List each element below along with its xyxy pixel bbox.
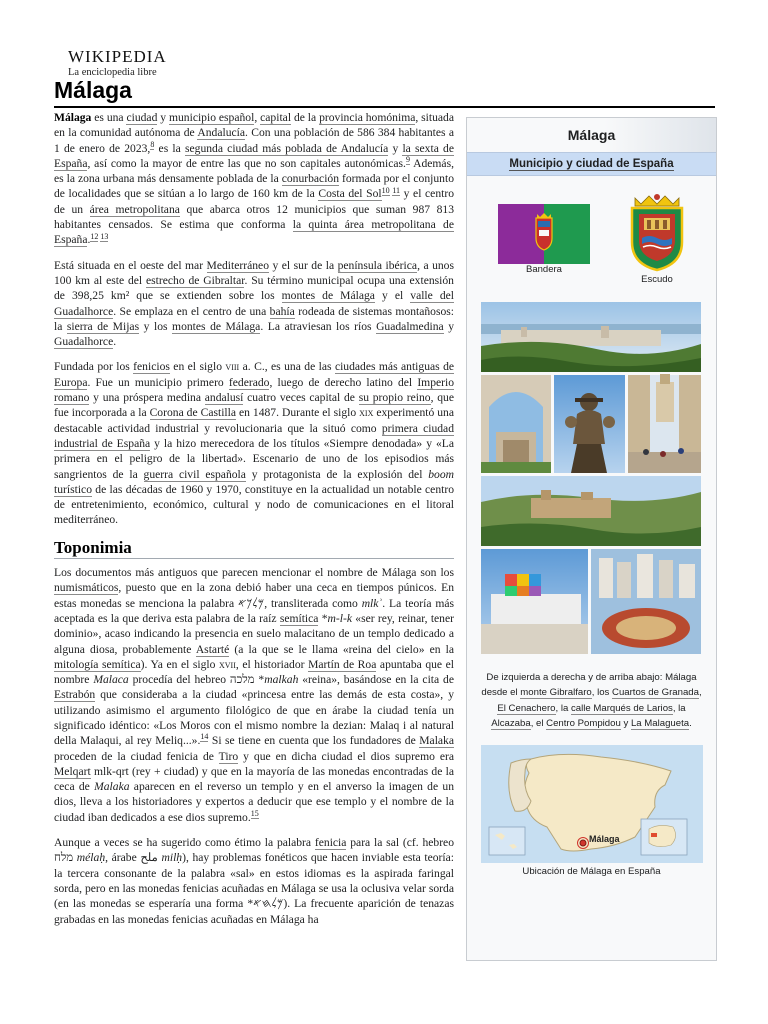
text: , así como la mayor de entre las que no son capitales autonómicas. <box>87 156 406 170</box>
text: . Su término municipal ocupa una extensión de 398,25 km² que se extienden sobre los <box>54 273 454 303</box>
italic-term: Malaca <box>93 673 129 687</box>
text: «reina», basándose en la cita de <box>298 673 454 687</box>
text: Además, es la zona urbana más densamente poblada de la <box>54 156 454 186</box>
text: y la hizo merecedora de los títulos «Siempre denodada» y «La primera en el peligro de la libertad». Escenario de uno de los episodios más sangrientos de la <box>54 436 454 481</box>
link[interactable]: Tiro <box>218 749 239 763</box>
toponimia-paragraph-2 <box>54 835 454 927</box>
link[interactable]: andalusí <box>204 391 244 405</box>
text: que consideraba a la ciudad «princesa entre las demás de esta costa», y utilizando asimismo el argumento filológico de que en árabe la ciudad tenía un significado idéntico: «Los Moros con el mismo nombre la dezian: Malaq i al natural della Malaqui, al rey Meliq...». <box>54 688 454 748</box>
text: procedía del hebreo מלכה * <box>128 673 265 687</box>
page-title: Málaga <box>54 77 132 103</box>
text: . La teoría más aceptada es la que deriva esta palabra de la raíz <box>54 596 454 625</box>
link[interactable]: ciudades más antiguas de Europa <box>54 360 455 389</box>
text: Está situada en el oeste del mar <box>54 258 207 272</box>
alcazaba-photo <box>481 476 701 546</box>
text: , que fue incorporada a la <box>54 391 454 420</box>
citation-link[interactable]: 11 <box>392 185 401 195</box>
link[interactable]: primera ciudad industrial de España <box>54 421 454 450</box>
italic-term: Malaka <box>94 780 130 794</box>
link[interactable]: mitología semítica <box>54 657 141 671</box>
link[interactable]: numismáticos <box>54 581 119 595</box>
italic-term: mélaḥ <box>76 851 106 865</box>
text: de la <box>291 111 320 124</box>
montage-caption <box>477 670 706 732</box>
century-numeral: xvii <box>218 657 236 671</box>
link[interactable]: su propio reino <box>358 391 431 405</box>
link[interactable]: Cuartos de Granada <box>612 687 699 699</box>
link[interactable]: Guadalhorce <box>54 335 114 349</box>
text: mlk-qrt (rey + ciudad) y que en la mayoría de las monedas encontradas de la ceca de <box>54 764 454 794</box>
cuartos-de-granada-photo <box>481 375 551 473</box>
text: experimentó una destacable actividad industrial y revolucionaria que la situó como <box>54 406 455 435</box>
text: ), hay problemas fonéticos que hacen inviable esta teoría: la tercera consonante de la palabra «sal» en estos idiomas es la aspirada faringal sorda, pero en las monedas fenicias acuñadas en Málaga se usa la oclusiva velar sorda (en las monedas se esperaría una forma * <box>54 851 454 911</box>
el-cenachero-photo <box>554 375 625 473</box>
section-heading-toponimia: Toponimia <box>54 540 454 559</box>
text: es la <box>154 141 185 155</box>
link[interactable]: capital <box>260 111 292 124</box>
text: y <box>620 718 631 730</box>
text: , <box>698 687 702 699</box>
flag-caption[interactable]: Bandera <box>526 264 562 275</box>
infobox <box>466 117 717 961</box>
link[interactable]: montes de Málaga <box>172 319 261 333</box>
link[interactable]: Guadalmedina <box>376 319 444 333</box>
text: , el <box>530 718 547 730</box>
link[interactable]: La Malagueta <box>630 718 690 730</box>
link[interactable]: fenicios <box>133 360 170 374</box>
text: ). La frecuente aparición de tenazas grabadas en las monedas fenicias acuñadas en Málaga ha <box>54 897 454 926</box>
text: y el centro de un <box>54 187 454 216</box>
text: . La atraviesan los ríos <box>260 319 377 333</box>
link[interactable]: municipio español <box>168 111 255 124</box>
link[interactable]: monte Gibralfaro <box>520 687 592 699</box>
text: en el siglo <box>169 360 226 374</box>
infobox-subtitle[interactable] <box>467 152 716 176</box>
link[interactable]: área metropolitana <box>89 202 180 216</box>
text: , el historiador <box>235 657 309 671</box>
citation-link[interactable]: 9 <box>405 155 410 165</box>
link[interactable]: provincia homónima <box>319 111 416 124</box>
italic-term: m-l-k <box>327 611 352 625</box>
text: . Con una población de 586 384 habitantes a 1 de enero de 2023, <box>54 126 454 155</box>
text: . Fue un municipio primero <box>87 375 229 389</box>
link[interactable]: conurbación <box>281 172 340 186</box>
text: apuntaba que el nombre <box>54 657 454 687</box>
text: . Se emplaza en el centro de una <box>113 304 270 318</box>
text: para la sal (cf. hebreo מלח <box>54 836 454 865</box>
link[interactable]: bahía <box>269 304 295 318</box>
century-numeral: viii <box>225 360 240 374</box>
infobox-title: Málaga <box>467 118 716 152</box>
link[interactable]: El Cenachero <box>497 702 556 714</box>
text: , situada en la comunidad autónoma de <box>54 111 455 140</box>
text: aparecen en el reverso un templo y en el anverso la imagen de un dios, lleva a los historiadores y expertos a deducir que ese templo y el nombre de la ciudad iban dedicados a ese dios supremo. <box>54 780 454 824</box>
title-divider <box>54 106 715 108</box>
wikipedia-logo[interactable] <box>68 48 168 79</box>
text: ). Ya en el siglo <box>140 657 219 671</box>
text: , puesto que en la zona debió haber una ceca en tiempos púnicos. En estas monedas se menciona la palabra <box>54 581 454 610</box>
link[interactable]: valle del Guadalhorce <box>54 289 455 318</box>
text: , la <box>555 702 571 714</box>
text: , la <box>672 702 686 714</box>
coat-of-arms-image[interactable] <box>627 192 687 274</box>
link[interactable]: Estrabón <box>54 688 96 702</box>
link[interactable]: guerra civil española <box>143 467 246 481</box>
link[interactable]: Martín de Roa <box>308 657 377 671</box>
text: * <box>318 611 328 625</box>
gibralfaro-panorama <box>481 302 701 372</box>
text: y una próspera medina <box>89 391 205 405</box>
logo-tagline: La enciclopedia libre <box>68 67 157 78</box>
text: y <box>388 141 403 155</box>
infobox-subtitle-link[interactable]: Municipio y ciudad de España <box>509 158 674 170</box>
text: «ser rey, reinar, tener dominio», acaso indicando la presencia en suelo malacitano de un templo dedicado a alguna diosa, probablemente <box>54 611 454 656</box>
text: . <box>689 718 692 730</box>
city-montage-image[interactable] <box>481 302 701 654</box>
citation-link[interactable]: 12 <box>90 231 99 241</box>
link[interactable]: fenicia <box>314 836 347 850</box>
text: de las décadas de 1960 y 1970, constituye en la actualidad un notable centro de entretenimiento, económico, cultural y nodo de comunicaciones en el litoral mediterráneo. <box>54 482 454 527</box>
italic-term: milḥ <box>161 851 183 865</box>
text: Si se tiene en cuenta que los fundadores de <box>208 734 420 748</box>
intro-paragraph-3 <box>54 359 454 527</box>
map-caption: Ubicación de Málaga en España <box>522 866 661 877</box>
citation-link[interactable]: 13 <box>100 231 109 241</box>
text: , a unos 100 km al este del <box>54 258 454 287</box>
link[interactable]: montes de Málaga <box>281 289 375 303</box>
text: cuatro veces capital de <box>243 391 359 405</box>
map-city-label: Málaga <box>589 834 620 844</box>
text: De izquierda a derecha y de arriba abajo: Málaga desde el <box>481 672 697 699</box>
link[interactable]: segunda ciudad más poblada de Andalucía <box>184 141 389 155</box>
toponimia-paragraph-1 <box>54 565 454 825</box>
link[interactable]: ciudad <box>126 111 158 124</box>
link[interactable]: turístico <box>54 482 92 496</box>
link[interactable]: Centro Pompidou <box>546 718 621 730</box>
link[interactable]: federado <box>228 375 270 389</box>
link[interactable]: estrecho de Gibraltar <box>146 273 245 287</box>
century-numeral: xix <box>359 406 374 420</box>
text: , luego de derecho latino del <box>269 375 418 389</box>
text: y <box>443 319 455 333</box>
intro-paragraph-2 <box>54 258 454 350</box>
text: y <box>157 111 169 124</box>
phoenician-script: 𐤌𐤋𐤇𐤀 <box>253 897 284 911</box>
text: que abarca otros 12 municipios que suman 987 813 habitantes censados. Se estima que conforma <box>54 202 454 232</box>
text: Fundada por los <box>54 360 134 374</box>
text: , transliterada como <box>264 596 362 610</box>
article-body <box>54 110 454 937</box>
text: Los documentos más antiguos que parecen mencionar el nombre de Málaga son los <box>54 566 454 580</box>
text: , árabe ملح <box>105 851 162 865</box>
text: . <box>87 233 91 247</box>
text: y el sur de la <box>269 258 338 272</box>
link[interactable]: la sexta de España <box>54 141 454 170</box>
bold-term: Málaga <box>54 111 92 124</box>
citation-link[interactable]: 10 <box>381 185 390 195</box>
link[interactable]: Melqart <box>54 764 91 778</box>
text: proceden de la ciudad fenicia de <box>54 749 219 763</box>
text: y el <box>374 289 411 303</box>
text: (a la que se le llama «reina del cielo» en la <box>229 642 454 656</box>
location-map-image[interactable] <box>481 745 703 863</box>
italic-term: malkah <box>264 673 299 687</box>
link[interactable]: la quinta área metropolitana de España <box>54 218 454 247</box>
link[interactable]: calle Marqués de Larios <box>570 702 673 714</box>
text: rodeada de sistemas montañosos: la <box>54 304 454 333</box>
text: es una <box>91 111 127 124</box>
text: y que en dicha ciudad el dios supremo era <box>238 749 454 763</box>
link[interactable]: península ibérica <box>337 258 418 272</box>
link[interactable]: Astarté <box>195 642 230 656</box>
text: . <box>113 335 117 349</box>
logo-wordmark: WIKIPEDIA <box>68 47 167 66</box>
text: y protagonista de la explosión del <box>245 467 429 481</box>
citation-link[interactable]: 15 <box>250 808 259 818</box>
malaga-flag-image[interactable] <box>498 204 590 264</box>
text: y los <box>139 319 173 333</box>
italic-term: boom <box>428 467 454 481</box>
link[interactable]: sierra de Mijas <box>66 319 140 333</box>
link[interactable]: Costa del Sol <box>318 187 382 201</box>
phoenician-script: 𐤌𐤋𐤊𐤀 <box>237 596 265 610</box>
italic-term: mlkʾ <box>361 596 383 610</box>
text: a. C., es una de las <box>239 360 335 374</box>
calle-larios-photo <box>628 374 701 473</box>
text: Aunque a veces se ha sugerido como étimo la palabra <box>54 836 315 850</box>
citation-link[interactable]: 8 <box>150 139 155 149</box>
link[interactable]: Mediterráneo <box>206 258 269 272</box>
link[interactable]: Andalucía <box>197 126 246 140</box>
link[interactable]: semítica <box>279 611 319 625</box>
link[interactable]: Malaka <box>419 734 454 748</box>
text: , <box>254 111 261 124</box>
link[interactable]: Corona de Castilla <box>149 406 237 420</box>
coat-caption[interactable]: Escudo <box>641 274 673 285</box>
centro-pompidou-photo <box>481 549 588 654</box>
citation-link[interactable]: 14 <box>200 732 209 742</box>
link[interactable]: Alcazaba <box>491 718 531 730</box>
text: en 1487. Durante el siglo <box>236 406 360 420</box>
link[interactable]: Imperio romano <box>54 375 455 405</box>
text: , los <box>591 687 613 699</box>
la-malagueta-photo <box>591 549 701 654</box>
text: formada por el conjunto de localidades que se sitúan a lo largo de 160 km de la <box>54 172 454 201</box>
intro-paragraph-1 <box>54 110 454 248</box>
